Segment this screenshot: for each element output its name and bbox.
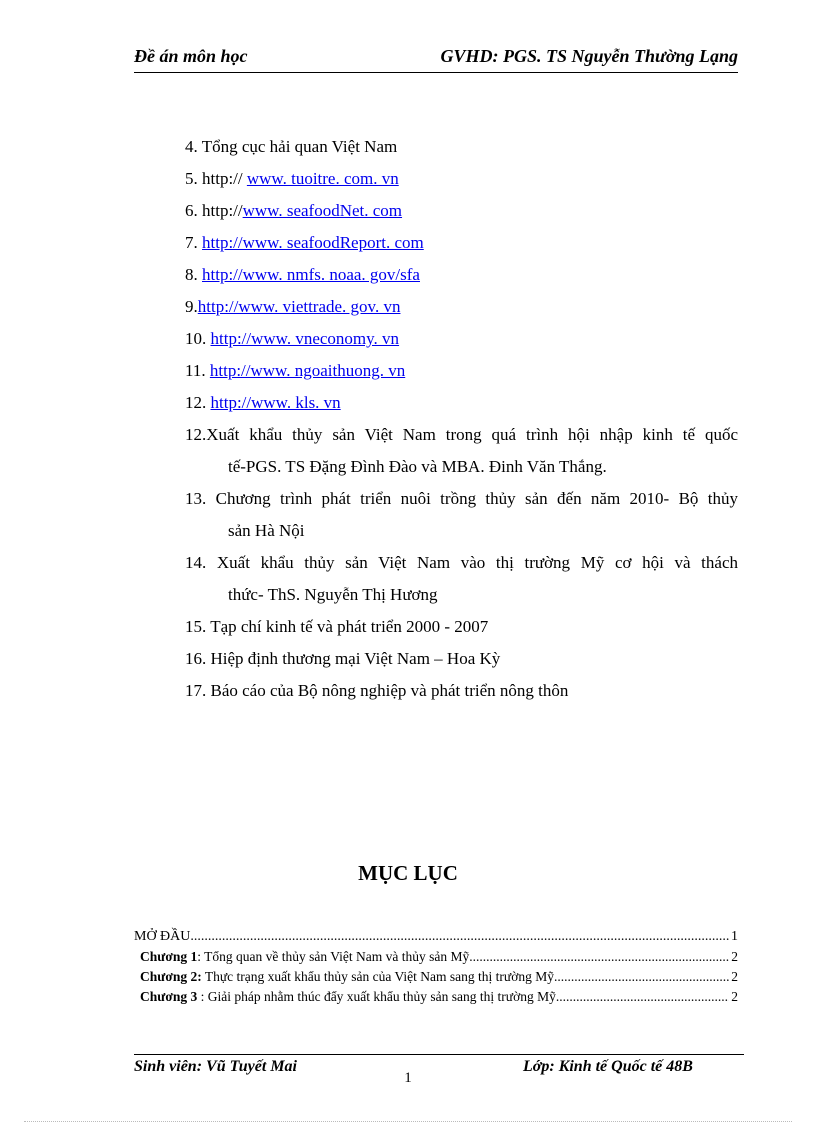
reference-item [185, 355, 738, 387]
toc-page-number: 2 [731, 949, 738, 964]
reference-item [185, 323, 738, 355]
reference-link[interactable]: http://www. seafoodReport. com [202, 233, 424, 252]
toc-leader-dots [190, 929, 729, 945]
toc-entry[interactable] [134, 929, 738, 949]
reference-item [185, 163, 738, 195]
toc-entry[interactable] [134, 949, 738, 969]
reference-link[interactable]: www. tuoitre. com. vn [246, 169, 399, 188]
toc-entry-title [140, 969, 554, 985]
reference-text: 12.Xuất khẩu thủy sản Việt Nam trong quá trình hội nhập kinh tế quốc [185, 425, 738, 444]
toc-leader-dots [554, 969, 729, 985]
toc-entry[interactable] [134, 989, 738, 1009]
reference-text: 14. Xuất khẩu thủy sản Việt Nam vào thị trường Mỹ cơ hội và thách [185, 553, 738, 572]
reference-item [185, 675, 738, 707]
reference-item [185, 643, 738, 675]
reference-item [185, 387, 738, 419]
reference-link[interactable]: www. seafoodNet. com [242, 201, 403, 220]
reference-continuation: thức- ThS. Nguyễn Thị Hương [228, 585, 438, 604]
toc-page-number: 2 [731, 989, 738, 1004]
reference-text: 5. http:// [185, 169, 247, 188]
toc-entry[interactable] [134, 969, 738, 989]
reference-link[interactable]: http://www. ngoaithuong. vn [209, 361, 406, 380]
reference-link[interactable]: http://www. vneconomy. vn [210, 329, 400, 348]
toc-page-number: 1 [731, 929, 738, 944]
reference-text: 16. Hiệp định thương mại Việt Nam – Hoa Kỳ [185, 649, 501, 668]
toc-entry-title [140, 949, 469, 965]
toc-page-number: 2 [731, 969, 738, 984]
toc-chapter-label: Chương 1 [140, 949, 198, 964]
reference-text: 10. [185, 329, 211, 348]
reference-link[interactable]: http://www. kls. vn [210, 393, 341, 412]
reference-item [185, 227, 738, 259]
reference-text: 17. Báo cáo của Bộ nông nghiệp và phát triển nông thôn [185, 681, 569, 700]
footer-divider [134, 1054, 744, 1055]
table-of-contents [134, 929, 738, 1009]
toc-chapter-label: Chương 2: [140, 969, 202, 984]
page-header [134, 44, 738, 73]
header-supervisor: GVHD: PGS. TS Nguyễn Thường Lạng [440, 46, 738, 66]
page-number: 1 [404, 1070, 412, 1086]
reference-item [185, 259, 738, 291]
toc-leader-dots [559, 989, 729, 1005]
reference-continuation: tế-PGS. TS Đặng Đình Đào và MBA. Đinh Văn Thắng. [228, 457, 607, 476]
toc-chapter-title: : Tổng quan về thủy sản Việt Nam và thủy sản Mỹ [197, 949, 470, 964]
reference-link[interactable]: http://www. viettrade. gov. vn [197, 297, 401, 316]
header-course: Đề án môn học [134, 46, 248, 66]
reference-text: 13. Chương trình phát triển nuôi trồng thủy sản đến năm 2010- Bộ thủy [185, 489, 738, 508]
reference-continuation: sản Hà Nội [228, 521, 305, 540]
reference-text: 7. [185, 233, 202, 252]
reference-item [185, 611, 738, 643]
toc-chapter-title: Thực trạng xuất khẩu thủy sản của Việt Nam sang thị trường Mỹ [201, 969, 554, 984]
reference-item [185, 131, 738, 163]
reference-item [185, 195, 738, 227]
reference-text: 4. Tổng cục hải quan Việt Nam [185, 137, 398, 156]
reference-text: 9. [185, 297, 198, 316]
footer-class: Lớp: Kinh tế Quốc tế 48B [523, 1058, 693, 1075]
toc-title: MỤC LỤC [358, 861, 458, 885]
toc-chapter-title: : Giải pháp nhằm thúc đẩy xuất khẩu thủy sản sang thị trường Mỹ. [197, 989, 560, 1004]
reference-text: 8. [185, 265, 202, 284]
reference-text: 6. http:// [185, 201, 243, 220]
toc-leader-dots [469, 949, 729, 965]
reference-text: 12. [185, 393, 211, 412]
page-edge-divider [24, 1121, 792, 1122]
reference-item [185, 547, 738, 611]
toc-chapter-label: Chương 3 [140, 989, 198, 1004]
reference-text: 15. Tạp chí kinh tế và phát triển 2000 - 2007 [185, 617, 489, 636]
reference-item [185, 291, 738, 323]
footer-student: Sinh viên: Vũ Tuyết Mai [134, 1058, 297, 1075]
reference-item [185, 483, 738, 547]
reference-item [185, 419, 738, 483]
toc-entry-title: MỞ ĐẦU [134, 929, 191, 944]
reference-text: 11. [185, 361, 210, 380]
reference-link[interactable]: http://www. nmfs. noaa. gov/sfa [202, 265, 420, 284]
toc-entry-title [140, 989, 559, 1005]
